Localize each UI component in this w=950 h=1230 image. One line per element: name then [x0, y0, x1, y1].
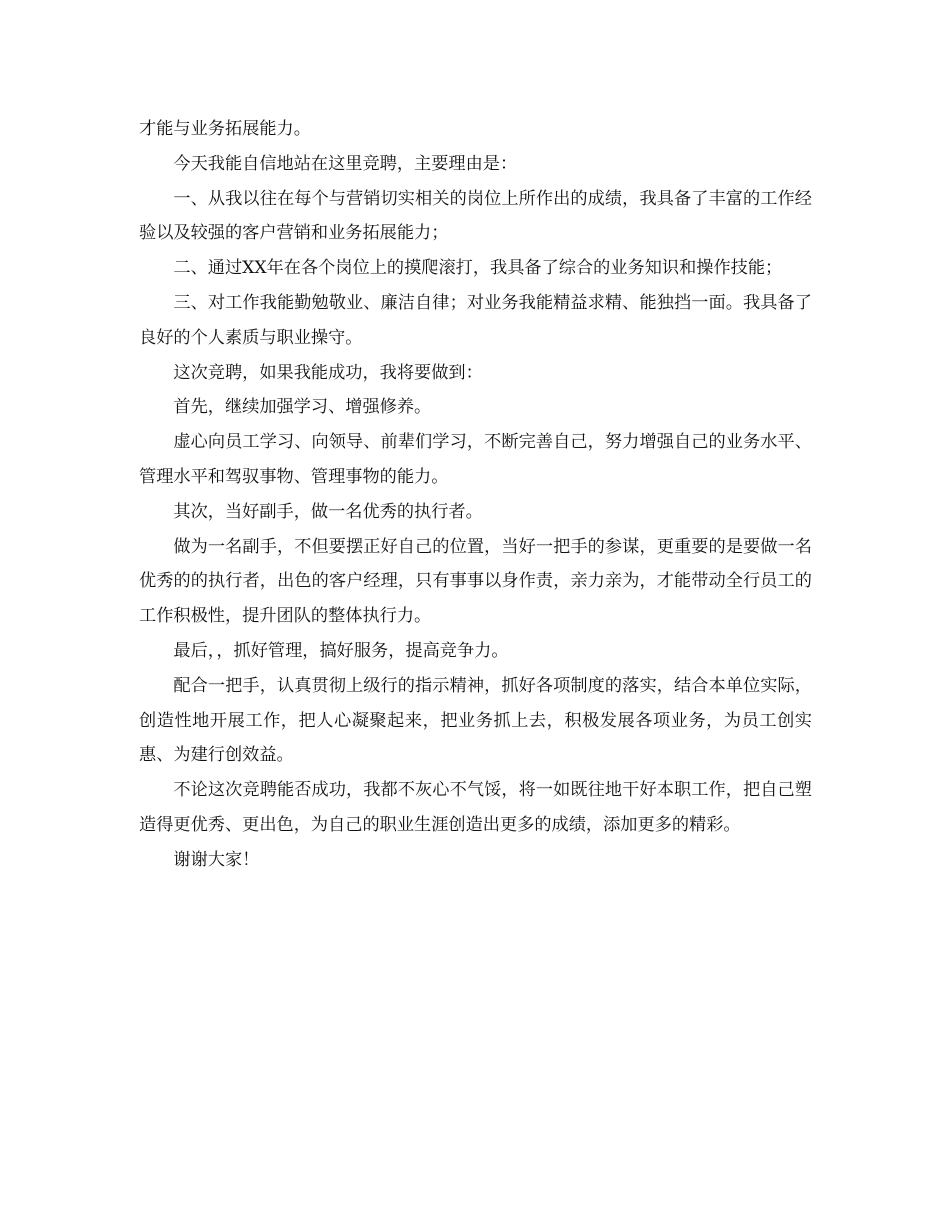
paragraph: 首先，继续加强学习、增强修养。	[173, 397, 432, 418]
paragraph: 一、从我以往在每个与营销切实相关的岗位上所作出的成绩，我具备了丰富的工作经验以及较强的客户营销和业务拓展能力；	[139, 188, 812, 244]
paragraph: 这次竞聘，如果我能成功，我将要做到：	[173, 362, 483, 383]
paragraph: 三、对工作我能勤勉敬业、廉洁自律；对业务我能精益求精、能独挡一面。我具备了良好的个人素质与职业操守。	[139, 292, 812, 348]
paragraph: 不论这次竞聘能否成功，我都不灰心不气馁，将一如既往地干好本职工作，把自己塑造得更优秀、更出色，为自己的职业生涯创造出更多的成绩，添加更多的精彩。	[139, 780, 812, 835]
paragraph: 才能与业务拓展能力。	[139, 119, 311, 139]
document-body	[139, 112, 812, 878]
paragraph: 配合一把手，认真贯彻上级行的指示精神，抓好各项制度的落实，结合本单位实际，创造性地开展工作，把人心凝聚起来，把业务抓上去，积极发展各项业务，为员工创实惠、为建行创效益。	[139, 675, 812, 766]
paragraph: 最后，，抓好管理，搞好服务，提高竞争力。	[173, 640, 509, 661]
paragraph: 其次，当好副手，做一名优秀的执行者。	[173, 501, 483, 522]
paragraph-closing: 谢谢大家！	[173, 849, 260, 870]
paragraph: 做为一名副手，不但要摆正好自己的位置，当好一把手的参谋，更重要的是要做一名优秀的的执行者，出色的客户经理，只有事事以身作责，亲力亲为，才能带动全行员工的工作积极性，提升团队的整体执行力。	[139, 536, 812, 627]
paragraph: 二、通过XX年在各个岗位上的摸爬滚打，我具备了综合的业务知识和操作技能；	[173, 258, 783, 279]
paragraph: 今天我能自信地站在这里竞聘，主要理由是：	[173, 153, 518, 174]
paragraph: 虚心向员工学习、向领导、前辈们学习，不断完善自己，努力增强自己的业务水平、管理水平和驾驭事物、管理事物的能力。	[139, 432, 812, 487]
